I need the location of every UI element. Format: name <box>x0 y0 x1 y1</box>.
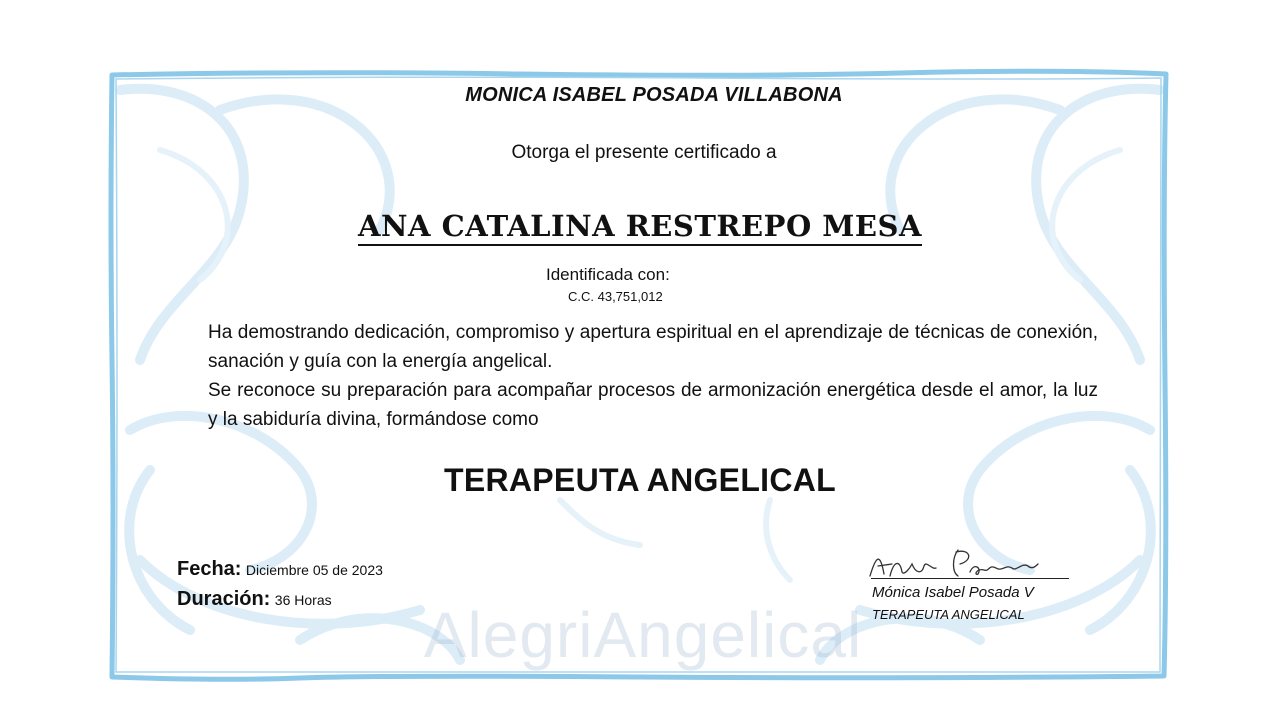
date-value: Diciembre 05 de 2023 <box>245 562 383 578</box>
signature-line <box>871 578 1069 579</box>
date-label: Fecha: <box>177 558 242 580</box>
signer-role: TERAPEUTA ANGELICAL <box>872 607 1025 622</box>
grant-text: Otorga el presente certificado a <box>511 142 777 163</box>
id-number: C.C. 43,751,012 <box>568 289 663 304</box>
signature-scribble-icon <box>866 546 1046 582</box>
body-paragraph: Ha demostrando dedicación, compromiso y apertura espiritual en el aprendizaje de técnicas de conexión, sanación y guía con la energía angelical. <box>208 322 1098 372</box>
issuer-name: MONICA ISABEL POSADA VILLABONA <box>465 84 843 106</box>
duration-label: Duración: <box>177 588 271 610</box>
certificate-title: TERAPEUTA ANGELICAL <box>443 462 837 498</box>
id-label: Identificada con: <box>546 265 670 284</box>
body-paragraph: Se reconoce su preparación para acompañar procesos de armonización energética desde el amor, la luz y la sabiduría divina, formándose como <box>208 380 1098 430</box>
duration-value: 36 Horas <box>274 592 332 608</box>
date-row <box>177 558 383 581</box>
recipient-name-text: ANA CATALINA RESTREPO MESA <box>358 209 922 246</box>
signer-name: Mónica Isabel Posada V <box>872 584 1034 601</box>
recipient-name <box>0 209 1280 243</box>
certificate-body <box>208 318 1098 434</box>
duration-row <box>177 588 332 611</box>
watermark-brand: AlegriAngelical <box>423 599 863 671</box>
